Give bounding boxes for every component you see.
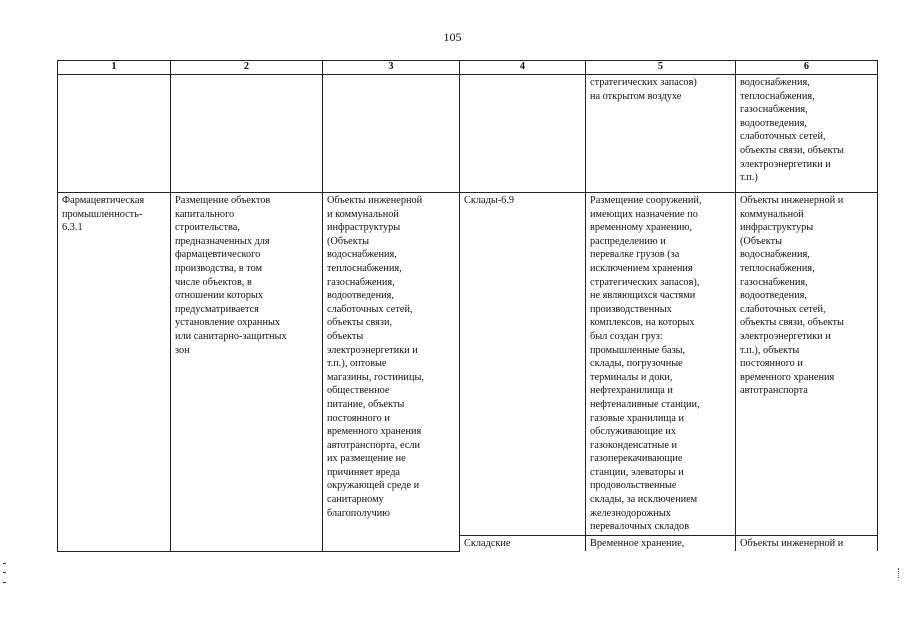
table-cell: водоснабжения, теплоснабжения, газоснабжения, водоотведения, слаботочных сетей, объекты связи, объекты электроэнергетики и т.п.) [736,75,878,193]
table-cell: Объекты инженерной и коммунальной инфраструктуры (Объекты водоснабжения, теплоснабжения, газоснабжения, водоотведения, слаботочных сетей, объекты связи, объекты электроэнергетики и т.п.), объекты постоянного и временного хранения автотранспорта [736,193,878,536]
column-header-4: 4 [460,61,586,75]
table-row [58,75,878,193]
table-cell: стратегических запасов) на открытом воздухе [586,75,736,193]
table-cell: Фармацевтическая промышленность- 6.3.1 [58,193,171,552]
column-header-3: 3 [323,61,460,75]
column-header-2: 2 [171,61,323,75]
zoning-table [57,60,878,552]
table-cell: Складские [460,535,586,551]
table-cell: Склады-6.9 [460,193,586,536]
column-header-1: 1 [58,61,171,75]
scan-margin-mark [3,563,6,583]
table-row [58,193,878,536]
table-cell [58,75,171,193]
table-cell: Объекты инженерной и [736,535,878,551]
scan-margin-mark [3,572,6,573]
table-cell [171,75,323,193]
page-number: 105 [443,30,462,44]
table-cell: Объекты инженерной и коммунальной инфраструктуры (Объекты водоснабжения, теплоснабжения, газоснабжения, водоотведения, слаботочных сетей, объекты связи, объекты электроэнергетики и т.п.), оптовые магазины, гостиницы, общественное питание, объекты постоянного и временного хранения автотранспорта, если их размещение не причиняет вреда окружающей среде и санитарному благополучию [323,193,460,552]
table-cell [323,75,460,193]
table-cell: Временное хранение, [586,535,736,551]
table-cell [460,75,586,193]
table-cell: Размещение сооружений, имеющих назначение по временному хранению, распределению и перевалке грузов (за исключением хранения стратегических запасов), не являющихся частями производственных комплексов, на которых был создан груз: промышленные базы, склады, погрузочные терминалы и доки, нефтехранилища и нефтеналивные станции, газовые хранилища и обслуживающие их газоконденсатные и газоперекачивающие станции, элеваторы и продовольственные склады, за исключением железнодорожных перевалочных складов [586,193,736,536]
scan-margin-mark [898,568,903,578]
column-header-6: 6 [736,61,878,75]
table-header-row [58,61,878,75]
table-cell: Размещение объектов капитального строительства, предназначенных для фармацевтического производства, в том числе объектов, в отношении которых предусматривается установление охранных или санитарно-защитных зон [171,193,323,552]
column-header-5: 5 [586,61,736,75]
